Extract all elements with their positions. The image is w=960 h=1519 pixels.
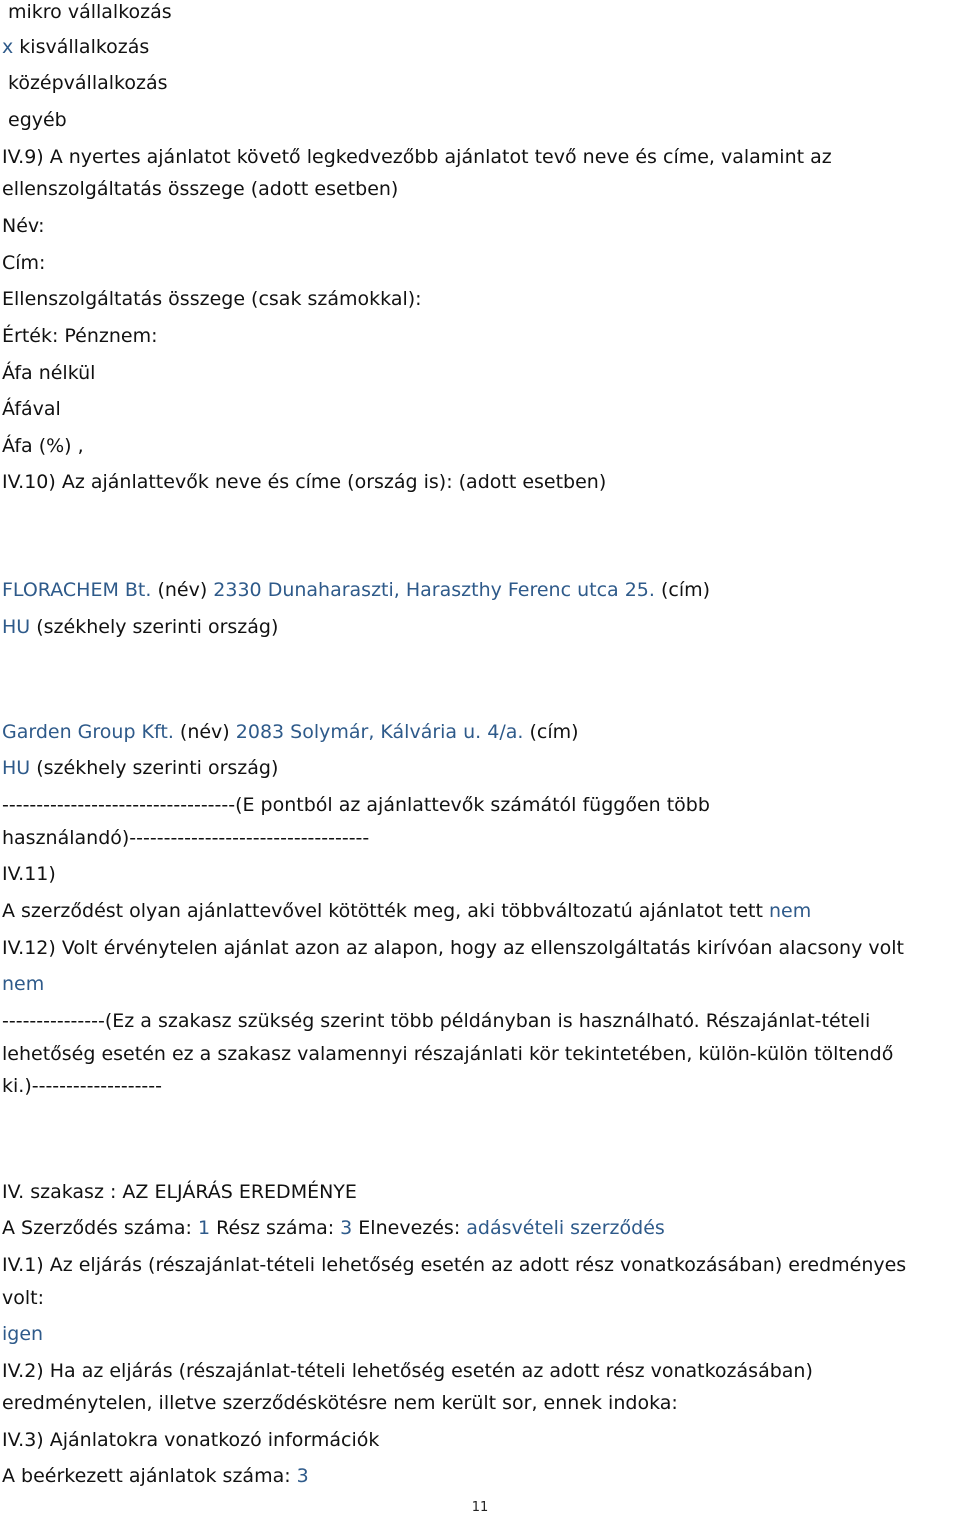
size-option-small (2, 35, 149, 59)
bidder-2-country-line (2, 756, 278, 780)
bidder-2-address-tag: (cím) (523, 721, 579, 743)
size-label-micro: mikro vállalkozás (8, 1, 172, 23)
iv1-answer: igen (2, 1323, 44, 1345)
iv2-line-1: IV.2) Ha az eljárás (részajánlat-tételi lehetőség esetén az adott rész vonatkozásában) (2, 1360, 813, 1382)
size-option-other (8, 108, 67, 132)
section-note-line-3: ki.)------------------- (2, 1075, 162, 1097)
iv9-vat-percent: Áfa (%) , (2, 435, 84, 457)
bidder-1-address-tag: (cím) (654, 579, 711, 601)
iv10-note-line-1: ----------------------------------(E pontból az ajánlattevők számától függően több (2, 794, 710, 816)
bidder-2-country-tag: (székhely szerinti ország) (30, 757, 279, 779)
size-label-medium: középvállalkozás (8, 72, 168, 94)
iv9-address-label: Cím: (2, 252, 46, 274)
iv1-line-1: IV.1) Az eljárás (részajánlat-tételi lehetőség esetén az adott rész vonatkozásában) eredményes (2, 1254, 907, 1276)
iv9-with-vat: Áfával (2, 398, 61, 420)
contract-info-line (2, 1216, 665, 1240)
received-bids-count: 3 (296, 1465, 309, 1487)
iv9-without-vat: Áfa nélkül (2, 362, 96, 384)
iv9-heading-line-1: IV.9) A nyertes ajánlatot követő legkedvezőbb ajánlatot tevő neve és címe, valamint az (2, 146, 832, 168)
size-label-small: kisvállalkozás (19, 36, 150, 58)
contract-name: adásvételi szerződés (466, 1217, 665, 1239)
bidder-1-country-line (2, 615, 278, 639)
size-mark-small: x (2, 36, 14, 58)
iv9-heading-line-2: ellenszolgáltatás összege (adott esetben) (2, 178, 399, 200)
bidder-2-address: 2083 Solymár, Kálvária u. 4/a. (235, 721, 524, 743)
iv11-heading: IV.11) (2, 863, 56, 885)
iv9-amount-label: Ellenszolgáltatás összege (csak számokkal): (2, 288, 422, 310)
bidder-1-name-tag: (név) (151, 579, 214, 601)
iv1-line-2: volt: (2, 1287, 44, 1309)
size-option-medium (8, 71, 168, 95)
part-number: 3 (340, 1217, 353, 1239)
received-bids-line (2, 1464, 309, 1488)
iv10-note-line-2: használandó)----------------------------------- (2, 827, 370, 849)
bidder-1-name: FLORACHEM Bt. (2, 579, 152, 601)
section-iv-title: IV. szakasz : AZ ELJÁRÁS EREDMÉNYE (2, 1181, 357, 1203)
bidder-1-country-tag: (székhely szerinti ország) (30, 616, 279, 638)
section-note-line-2: lehetőség esetén ez a szakasz valamennyi részajánlati kör tekintetében, külön-külön töltendő (2, 1043, 894, 1065)
section-note-line-1: ---------------(Ez a szakasz szükség szerint több példányban is használható. Részajánlat-tételi (2, 1010, 871, 1032)
bidder-2-name-tag: (név) (173, 721, 236, 743)
size-option-micro (8, 0, 172, 24)
iv2-line-2: eredménytelen, illetve szerződéskötésre nem került sor, ennek indoka: (2, 1392, 678, 1414)
iv11-answer: nem (768, 900, 812, 922)
page-number: 11 (471, 1500, 489, 1515)
contract-name-label: Elnevezés: (352, 1217, 467, 1239)
iv10-heading: IV.10) Az ajánlattevők neve és címe (ország is): (adott esetben) (2, 471, 607, 493)
iv11-text: A szerződést olyan ajánlattevővel kötötték meg, aki többváltozatú ajánlatot tett (2, 900, 769, 922)
bidder-1-name-address (2, 578, 710, 602)
contract-number: 1 (197, 1217, 211, 1239)
part-number-label: Rész száma: (210, 1217, 341, 1239)
bidder-1-address: 2330 Dunaharaszti, Haraszthy Ferenc utca 25. (213, 579, 655, 601)
iv11-text-line (2, 899, 811, 923)
bidder-2-name-address (2, 720, 579, 744)
iv12-answer: nem (2, 973, 45, 995)
bidder-2-name: Garden Group Kft. (2, 721, 174, 743)
iv9-name-label: Név: (2, 215, 45, 237)
contract-number-label: A Szerződés száma: (2, 1217, 198, 1239)
iv12-text: IV.12) Volt érvénytelen ajánlat azon az alapon, hogy az ellenszolgáltatás kirívóan alacsony volt (2, 937, 904, 959)
bidder-1-country: HU (2, 616, 31, 638)
iv3-heading: IV.3) Ajánlatokra vonatkozó információk (2, 1429, 380, 1451)
bidder-2-country: HU (2, 757, 31, 779)
received-bids-label: A beérkezett ajánlatok száma: (2, 1465, 297, 1487)
size-label-other: egyéb (8, 109, 67, 131)
iv9-value-currency: Érték: Pénznem: (2, 325, 158, 347)
